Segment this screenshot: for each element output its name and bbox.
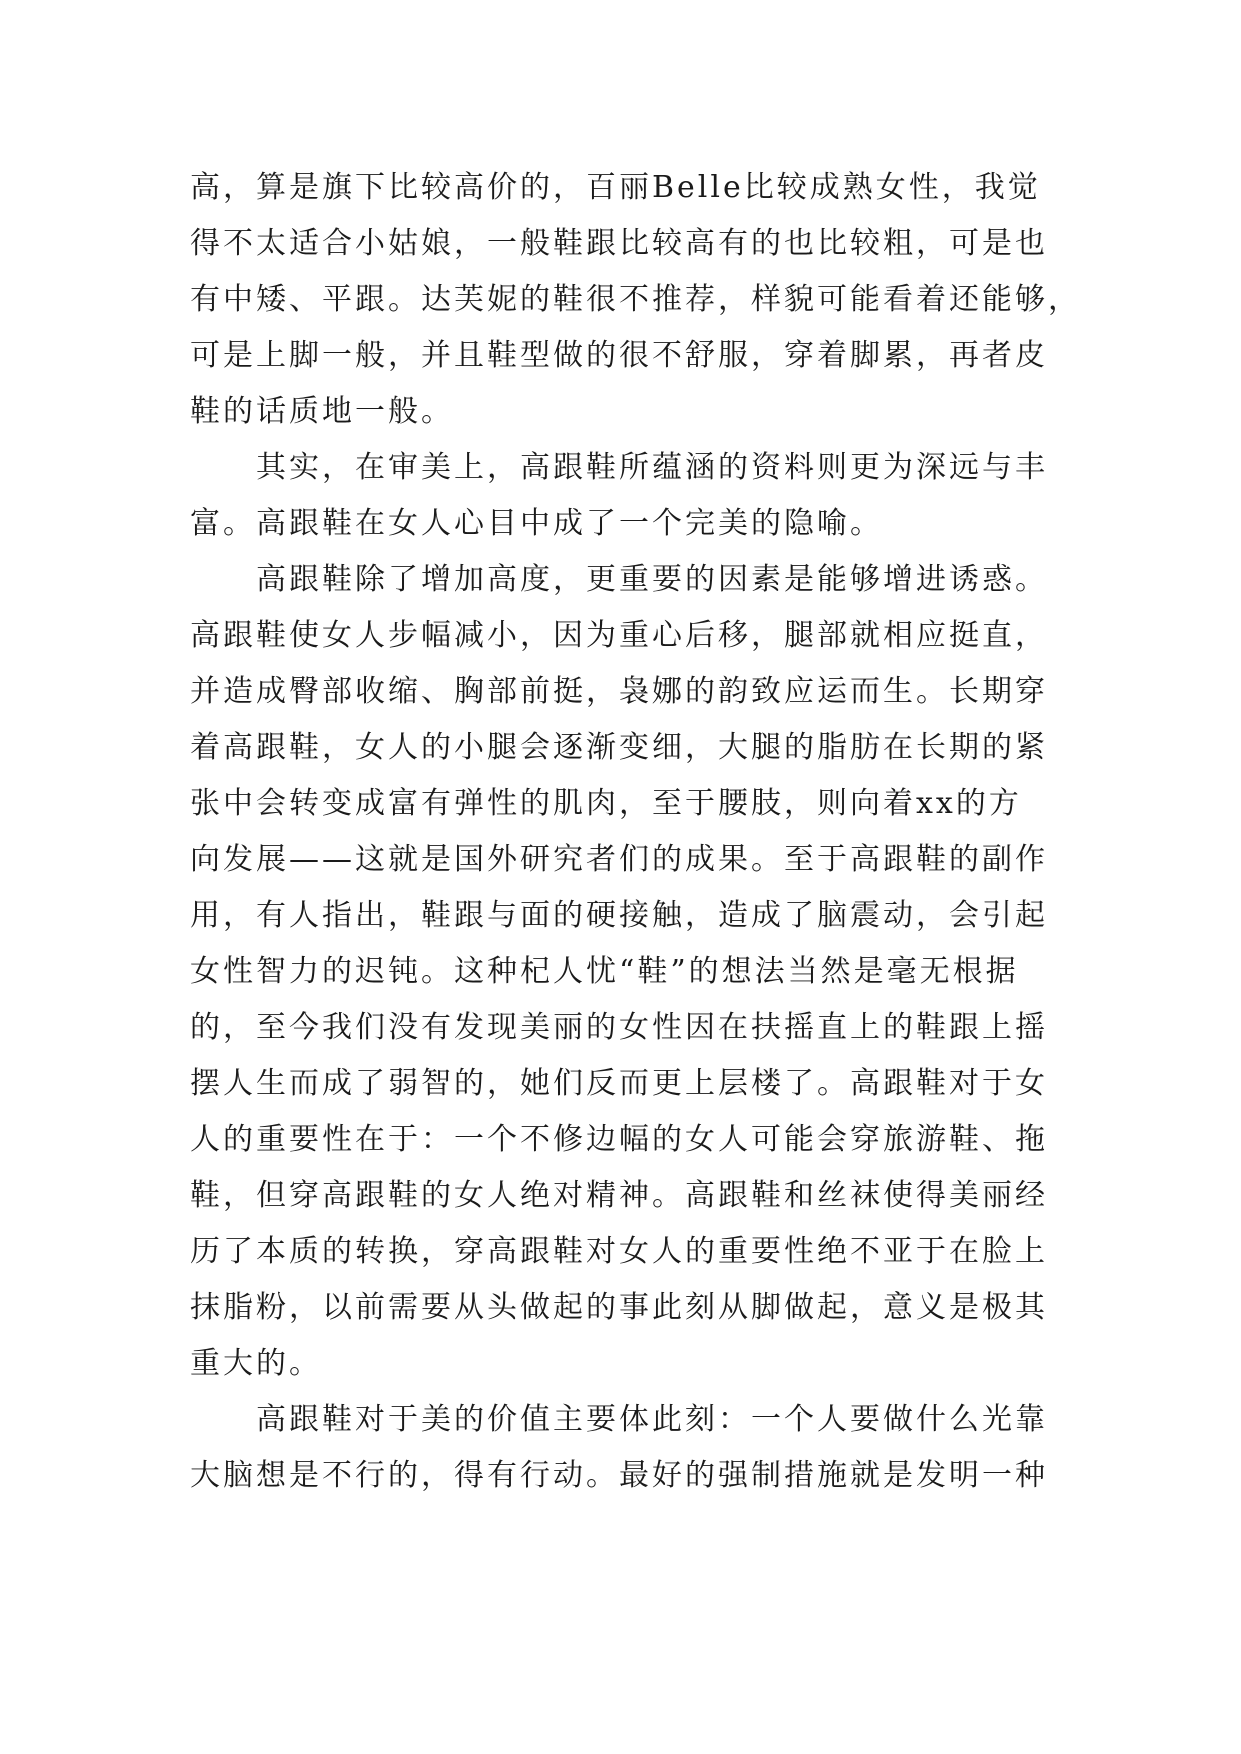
text-line: 着高跟鞋，女人的小腿会逐渐变细，大腿的脂肪在长期的紧 — [190, 730, 1048, 765]
text-line: 鞋的话质地一般。 — [190, 394, 454, 429]
text-line: 张中会转变成富有弹性的肌肉，至于腰肢，则向着xx的方 — [190, 786, 1022, 821]
text-line: 抹脂粉，以前需要从头做起的事此刻从脚做起，意义是极其 — [190, 1290, 1048, 1325]
text-line: 有中矮、平跟。达芙妮的鞋很不推荐，样貌可能看着还能够， — [190, 282, 1081, 317]
text-line: 富。高跟鞋在女人心目中成了一个完美的隐喻。 — [190, 506, 883, 541]
paragraph-start-line: 其实，在审美上，高跟鞋所蕴涵的资料则更为深远与丰 — [256, 450, 1048, 485]
text-line: 历了本质的转换，穿高跟鞋对女人的重要性绝不亚于在脸上 — [190, 1234, 1048, 1269]
text-line: 鞋，但穿高跟鞋的女人绝对精神。高跟鞋和丝袜使得美丽经 — [190, 1178, 1048, 1213]
text-line: 可是上脚一般，并且鞋型做的很不舒服，穿着脚累，再者皮 — [190, 338, 1048, 373]
text-line: 得不太适合小姑娘，一般鞋跟比较高有的也比较粗，可是也 — [190, 226, 1048, 261]
text-line: 人的重要性在于：一个不修边幅的女人可能会穿旅游鞋、拖 — [190, 1122, 1048, 1157]
text-line: 摆人生而成了弱智的，她们反而更上层楼了。高跟鞋对于女 — [190, 1066, 1048, 1101]
text-line: 高跟鞋使女人步幅减小，因为重心后移，腿部就相应挺直， — [190, 618, 1048, 653]
text-line: 大脑想是不行的，得有行动。最好的强制措施就是发明一种 — [190, 1458, 1048, 1493]
paragraph-start-line: 高跟鞋对于美的价值主要体此刻：一个人要做什么光靠 — [256, 1402, 1048, 1437]
text-line: 女性智力的迟钝。这种杞人忧“鞋”的想法当然是毫无根据 — [190, 954, 1019, 989]
text-line: 的，至今我们没有发现美丽的女性因在扶摇直上的鞋跟上摇 — [190, 1010, 1048, 1045]
body-text — [190, 160, 1090, 1504]
paragraph-start-line: 高跟鞋除了增加高度，更重要的因素是能够增进诱惑。 — [256, 562, 1048, 597]
text-line: 用，有人指出，鞋跟与面的硬接触，造成了脑震动，会引起 — [190, 898, 1048, 933]
text-line: 高，算是旗下比较高价的，百丽Belle比较成熟女性，我觉 — [190, 170, 1041, 205]
text-line: 向发展——这就是国外研究者们的成果。至于高跟鞋的副作 — [190, 842, 1048, 877]
text-line: 重大的。 — [190, 1346, 322, 1381]
text-line: 并造成臀部收缩、胸部前挺，袅娜的韵致应运而生。长期穿 — [190, 674, 1048, 709]
